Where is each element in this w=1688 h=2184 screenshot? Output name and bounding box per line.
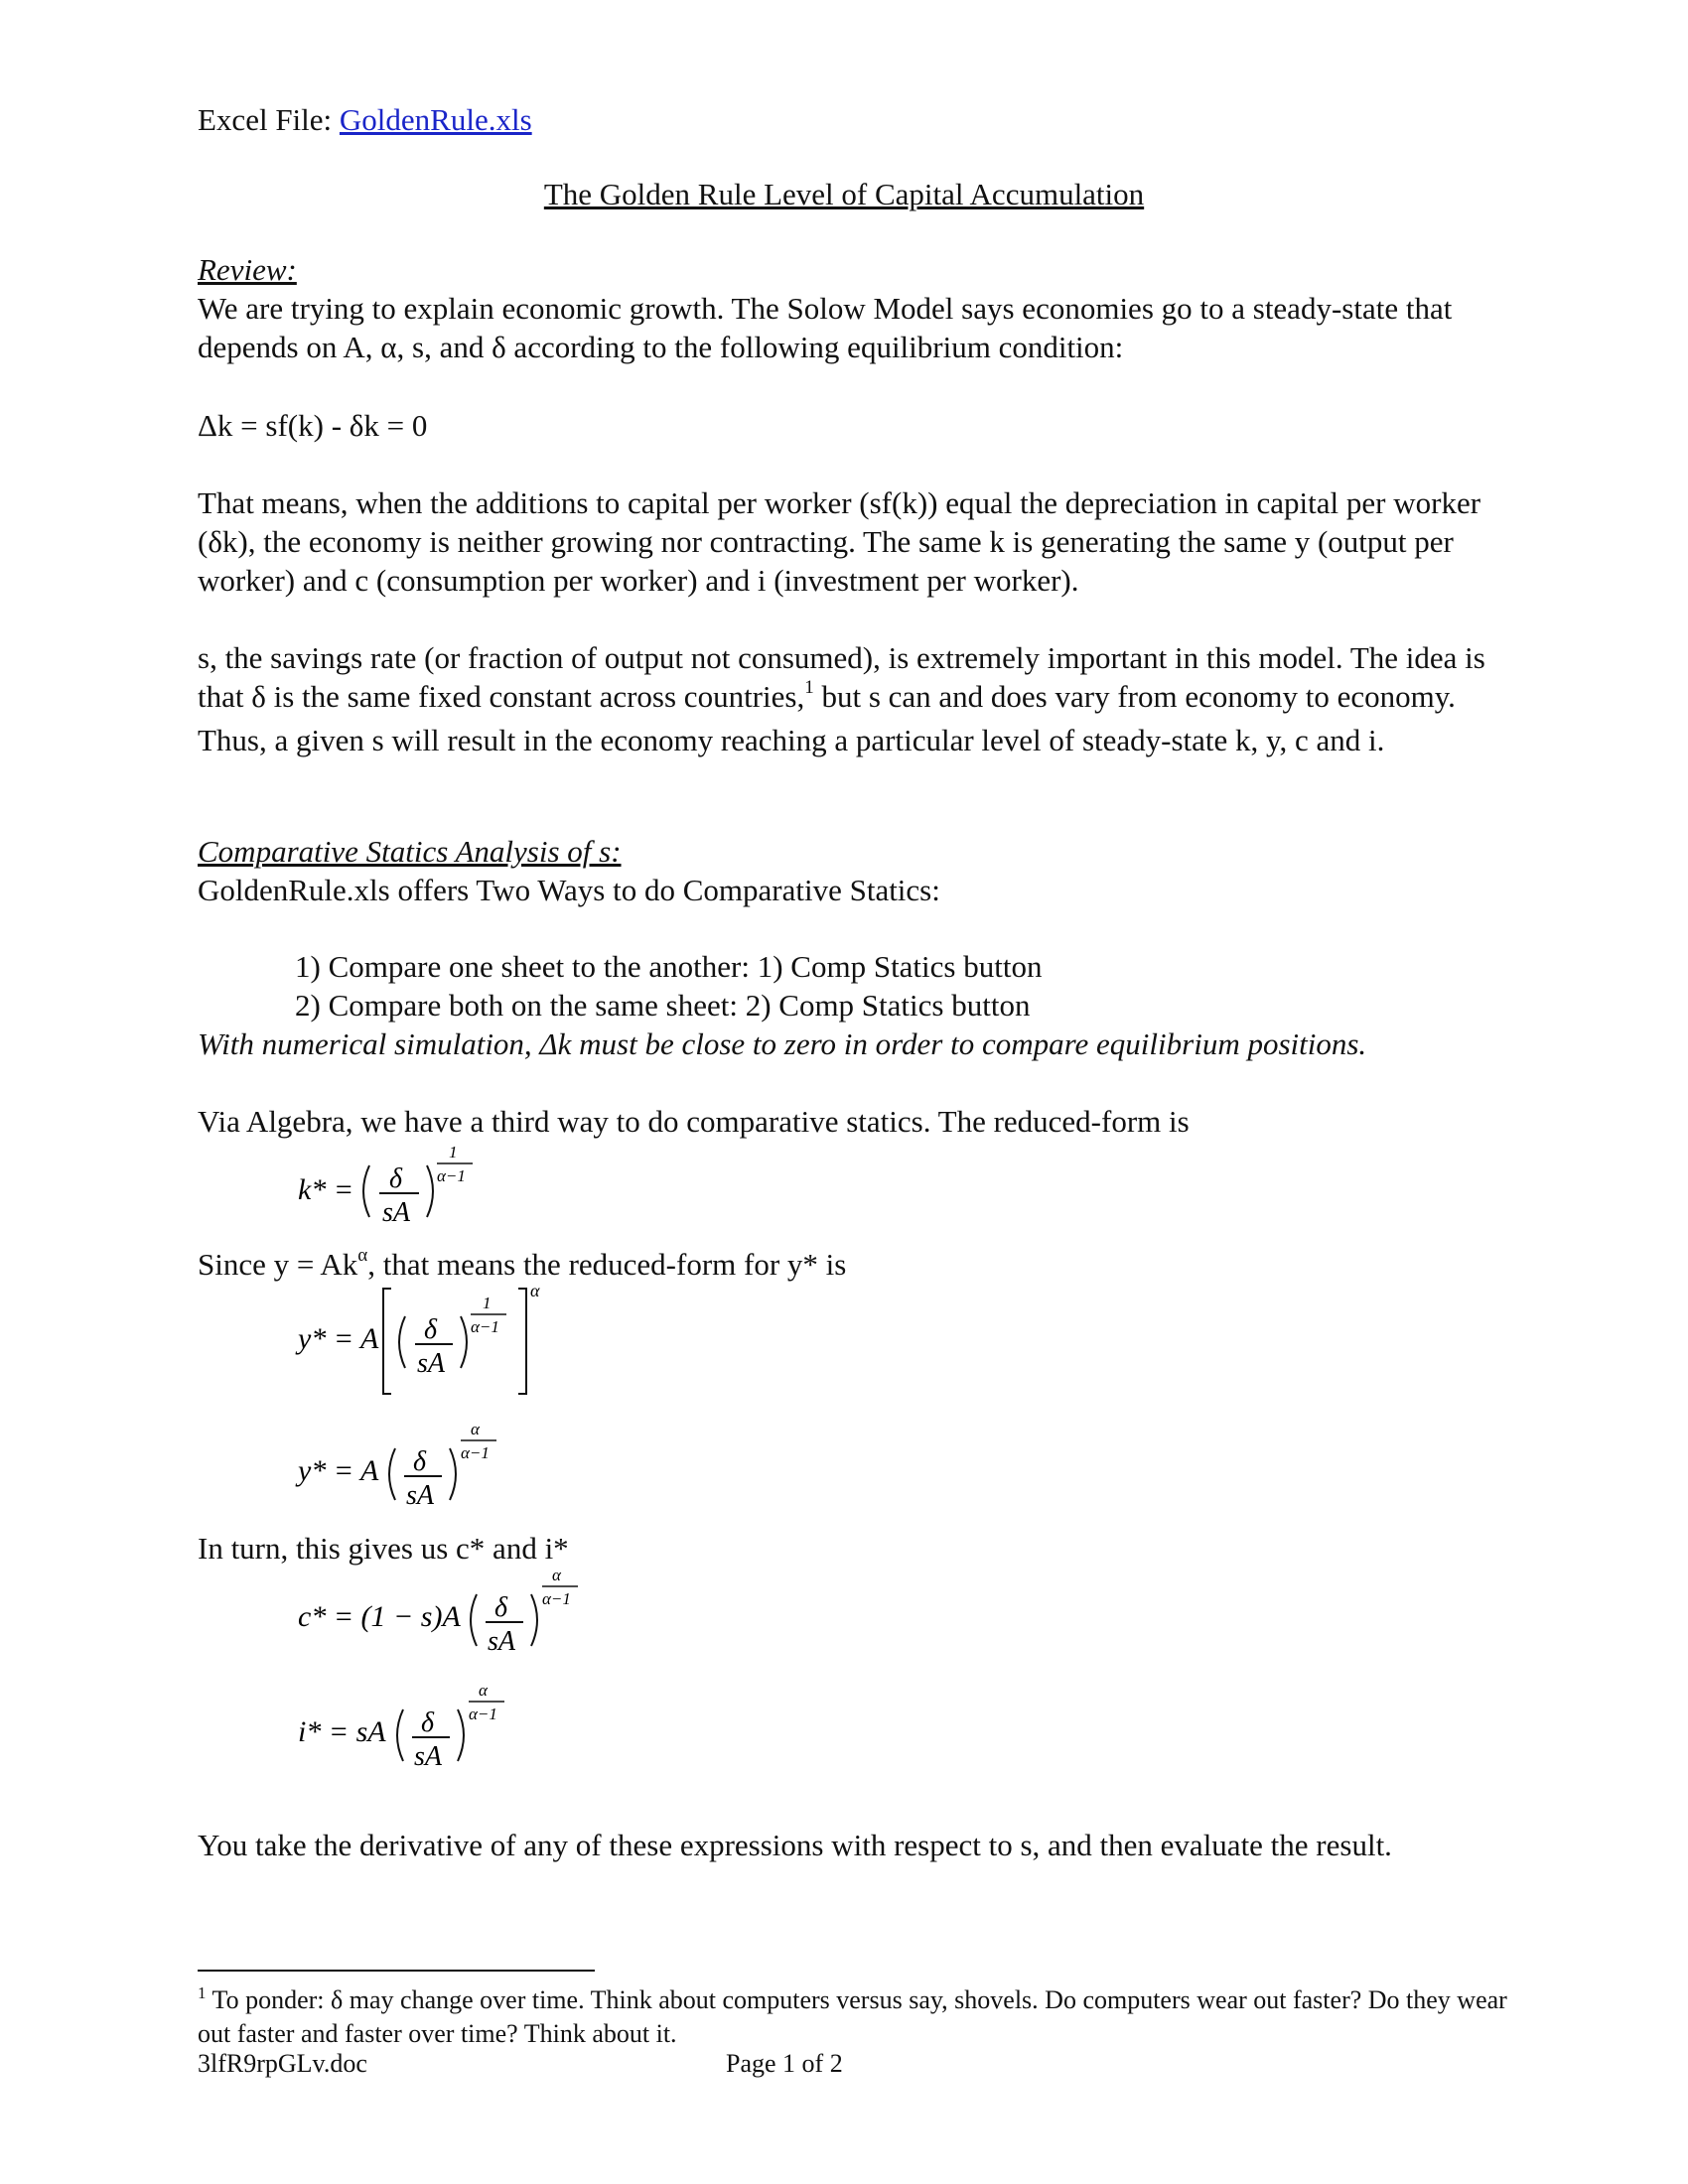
c-star-lhs: c* = (1 − s)A	[298, 1600, 461, 1633]
bracket-exponent: α	[530, 1281, 540, 1300]
page-footer	[198, 2048, 1518, 2079]
k-star-formula	[288, 1140, 526, 1247]
c-star-formula	[288, 1561, 606, 1676]
right-paren	[450, 1448, 456, 1500]
right-paren	[461, 1316, 467, 1368]
exponent-numerator: α	[479, 1681, 488, 1700]
footer-page-number: Page 1 of 2	[726, 2049, 843, 2078]
sA-symbol: sA	[417, 1348, 445, 1379]
exponent-denominator: α−1	[469, 1705, 497, 1723]
since-text-b: , that means the reduced-form for y* is	[367, 1247, 847, 1282]
comparative-list	[198, 947, 1518, 1063]
i-star-lhs: i* = sA	[298, 1715, 386, 1748]
right-paren	[427, 1165, 433, 1217]
left-paren	[397, 1709, 403, 1761]
review-paragraph-3a: s, the savings rate (or fraction of output not consumed), is extremely important in this model. The idea is that δ is the same fixed constant across countries,	[198, 640, 1485, 714]
review-heading: Review:	[198, 252, 297, 287]
review-paragraph-1: We are trying to explain economic growth. The Solow Model says economies go to a steady-state that depends on A, α, s, and δ according to the following equilibrium condition:	[198, 291, 1453, 364]
i-star-formula	[288, 1676, 546, 1791]
algebra-intro: Via Algebra, we have a third way to do comparative statics. The reduced-form is	[198, 1104, 1190, 1139]
exponent-numerator: 1	[449, 1143, 458, 1161]
k-star-lhs: k* =	[298, 1173, 354, 1206]
exponent-denominator: α−1	[542, 1589, 571, 1608]
left-paren	[389, 1448, 395, 1500]
left-bracket	[383, 1289, 391, 1394]
left-paren	[399, 1316, 405, 1368]
in-turn-line: In turn, this gives us c* and i*	[198, 1531, 569, 1566]
footnote	[198, 1984, 1518, 2049]
since-text-a: Since y = Ak	[198, 1247, 358, 1282]
comparative-heading: Comparative Statics Analysis of s:	[198, 834, 622, 869]
right-paren	[458, 1709, 464, 1761]
delta-symbol: δ	[413, 1446, 427, 1477]
page-title: The Golden Rule Level of Capital Accumulation	[543, 177, 1145, 211]
exponent-numerator: α	[552, 1566, 561, 1584]
review-paragraph-3b: but s can and does vary from economy to economy. Thus, a given s will result in the economy reaching a particular level of steady-state k, y, c and i.	[198, 679, 1456, 757]
left-paren	[471, 1594, 477, 1646]
y-star-lhs: y* = A	[298, 1454, 379, 1487]
exponent-numerator: 1	[483, 1294, 492, 1312]
k-star-svg	[288, 1140, 526, 1239]
footer-filename: 3lfR9rpGLv.doc	[198, 2049, 367, 2078]
excel-file-link[interactable]: GoldenRule.xls	[339, 102, 532, 137]
exponent-denominator: α−1	[437, 1166, 466, 1185]
comparative-section	[198, 832, 1518, 909]
right-bracket	[518, 1289, 526, 1394]
conclusion: You take the derivative of any of these expressions with respect to s, and then evaluate the result.	[198, 1828, 1392, 1862]
review-paragraph-3	[198, 638, 1518, 759]
review-section	[198, 250, 1518, 366]
simulation-note: With numerical simulation, Δk must be close to zero in order to compare equilibrium positions.	[198, 1026, 1367, 1061]
right-paren	[531, 1594, 537, 1646]
y-star-formula	[288, 1415, 546, 1530]
exponent-numerator: α	[471, 1420, 480, 1438]
delta-symbol: δ	[494, 1592, 508, 1623]
since-superscript: α	[357, 1245, 368, 1266]
delta-symbol: δ	[421, 1707, 435, 1738]
c-star-svg	[288, 1561, 606, 1668]
left-paren	[363, 1165, 369, 1217]
y-star-bracket-formula	[288, 1277, 566, 1412]
y-star-lhs: y* = A	[298, 1322, 379, 1355]
exponent-denominator: α−1	[461, 1443, 490, 1462]
footnote-reference[interactable]: 1	[804, 677, 814, 698]
list-item: 2) Compare both on the same sheet: 2) Comp Statics button	[295, 988, 1031, 1023]
equilibrium-equation: Δk = sf(k) - δk = 0	[198, 408, 428, 443]
excel-file-line	[198, 100, 1518, 139]
footnote-text: To ponder: δ may change over time. Think about computers versus say, shovels. Do computers wear out faster? Do they wear out faster and faster over time? Think about it.	[198, 1985, 1507, 2048]
list-item: 1) Compare one sheet to the another: 1) Comp Statics button	[295, 949, 1043, 984]
footnote-divider	[198, 1970, 595, 1972]
i-star-svg	[288, 1676, 546, 1783]
exponent-denominator: α−1	[471, 1317, 499, 1336]
sA-symbol: sA	[414, 1741, 442, 1772]
footnote-number: 1	[198, 1983, 207, 2002]
delta-symbol: δ	[424, 1314, 438, 1345]
y-star-bracket-svg	[288, 1277, 566, 1404]
comparative-intro: GoldenRule.xls offers Two Ways to do Comparative Statics:	[198, 873, 940, 907]
sA-symbol: sA	[488, 1626, 515, 1657]
excel-file-label: Excel File:	[198, 102, 340, 137]
sA-symbol: sA	[406, 1480, 434, 1511]
y-star-svg	[288, 1415, 546, 1522]
review-paragraph-2: That means, when the additions to capital per worker (sf(k)) equal the depreciation in capital per worker (δk), the economy is neither growing nor contracting. The same k is generating the same y (output per worker) and c (consumption per worker) and i (investment per worker).	[198, 485, 1481, 598]
sA-symbol: sA	[382, 1197, 410, 1228]
delta-symbol: δ	[389, 1163, 403, 1194]
